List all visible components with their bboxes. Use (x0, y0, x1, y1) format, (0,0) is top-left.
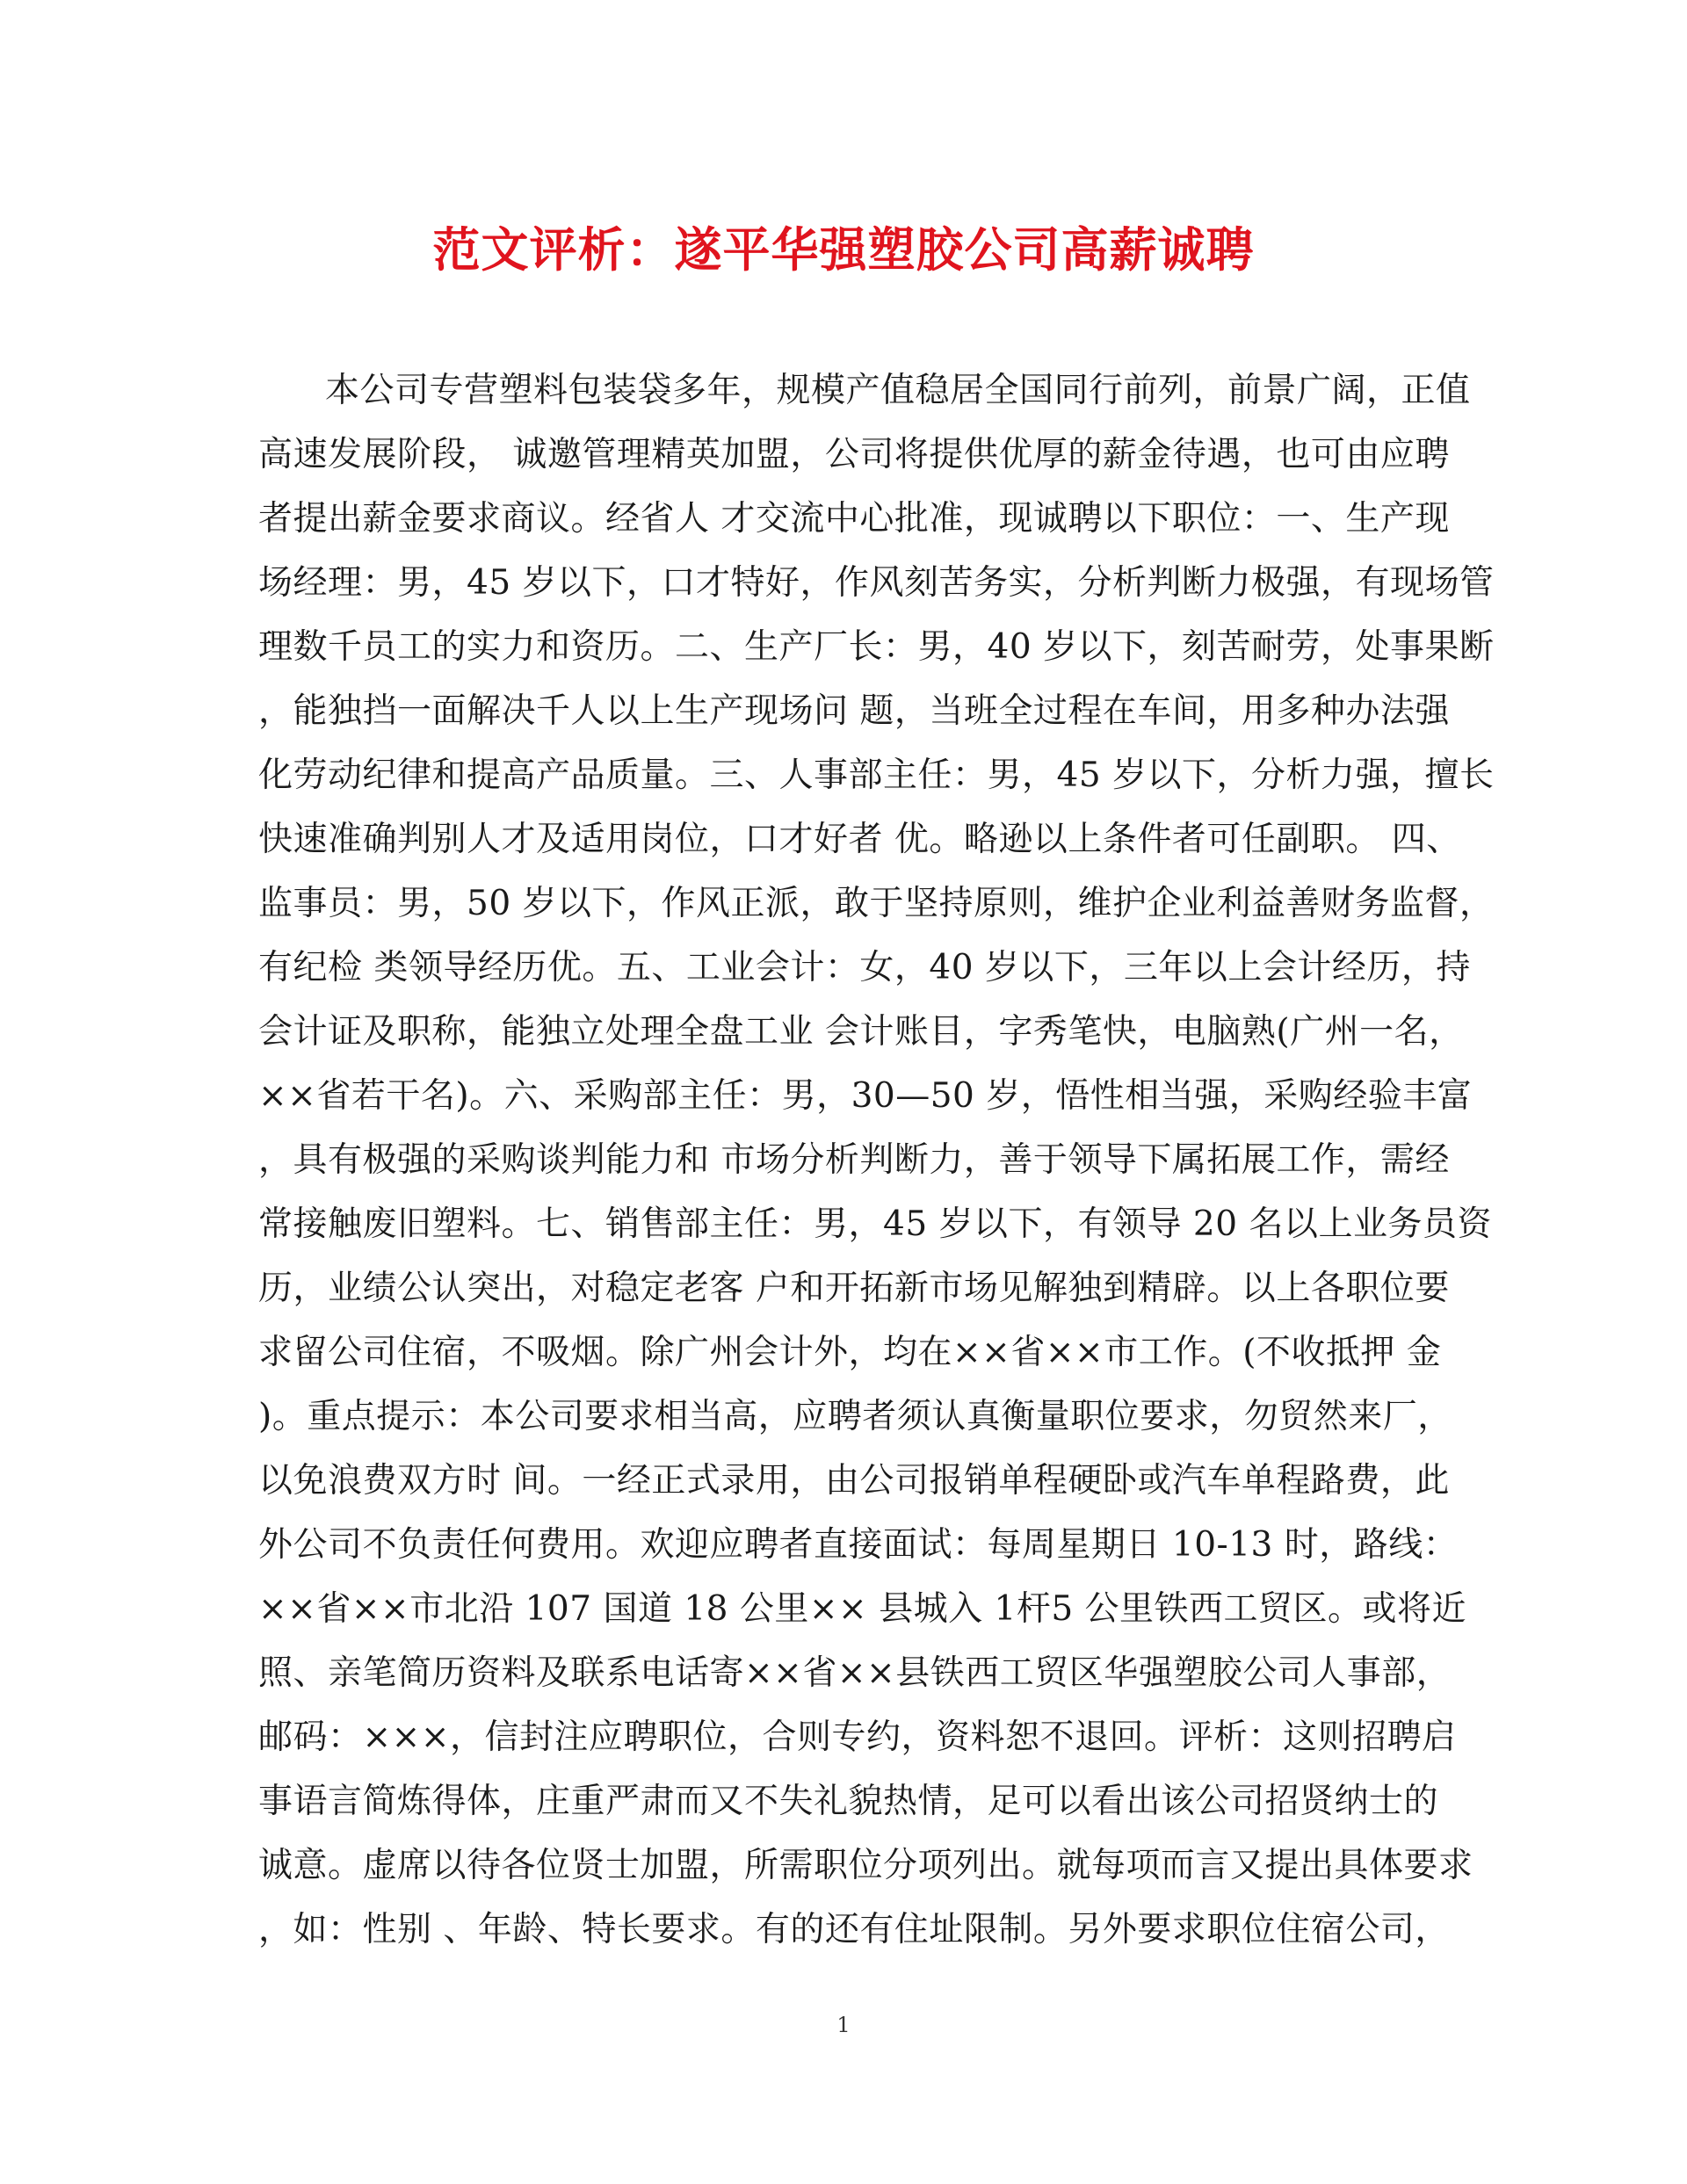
body-line: 快速准确判别人才及适用岗位，口才好者 优。略逊以上条件者可任副职。 四、 (258, 820, 1461, 859)
body-line: 事语言简炼得体，庄重严肃而又不失礼貌热情，足可以看出该公司招贤纳士的 (258, 1782, 1439, 1821)
body-line: )。重点提示：本公司要求相当高，应聘者须认真衡量职位要求，勿贸然来厂， (258, 1397, 1452, 1436)
body-line: 监事员：男，50 岁以下，作风正派，敢于坚持原则，维护企业利益善财务监督， (258, 884, 1495, 923)
page-number: 1 (836, 2013, 851, 2037)
body-line: 常接触废旧塑料。七、销售部主任：男，45 岁以下，有领导 20 名以上业务员资 (258, 1204, 1492, 1244)
body-line: 者提出薪金要求商议。经省人 才交流中心批准，现诚聘以下职位：一、生产现 (258, 499, 1450, 539)
body-line: 求留公司住宿，不吸烟。除广州会计外，均在××省××市工作。(不收抵押 金 (258, 1333, 1442, 1372)
body-line: ，如：性别 、年龄、特长要求。有的还有住址限制。另外要求职位住宿公司， (258, 1910, 1450, 1949)
body-line: 外公司不负责任何费用。欢迎应聘者直接面试：每周星期日 10-13 时，路线： (258, 1525, 1459, 1565)
body-line: ××省××市北沿 107 国道 18 公里×× 县城入 1杆5 公里铁西工贸区。或将近 (258, 1589, 1467, 1629)
body-line: 以免浪费双方时 间。一经正式录用，由公司报销单程硬卧或汽车单程路费，此 (258, 1461, 1450, 1501)
body-line: 会计证及职称，能独立处理全盘工业 会计账目，字秀笔快，电脑熟(广州一名， (258, 1012, 1464, 1052)
body-line: 照、亲笔简历资料及联系电话寄××省××县铁西工贸区华强塑胶公司人事部， (258, 1653, 1452, 1693)
body-line: 化劳动纪律和提高产品质量。三、人事部主任：男，45 岁以下，分析力强，擅长 (258, 756, 1495, 795)
document-title: 范文评析：遂平华强塑胶公司高薪诚聘 (432, 221, 1255, 278)
body-line: 诚意。虚席以待各位贤士加盟，所需职位分项列出。就每项而言又提出具体要求 (258, 1846, 1473, 1885)
body-line: 理数千员工的实力和资历。二、生产厂长：男，40 岁以下，刻苦耐劳，处事果断 (258, 627, 1495, 667)
body-line: 历，业绩公认突出，对稳定老客 户和开拓新市场见解独到精辟。以上各职位要 (258, 1269, 1450, 1308)
body-line: ××省若干名)。六、采购部主任：男，30—50 岁，悟性相当强，采购经验丰富 (258, 1076, 1473, 1116)
body-line: ，具有极强的采购谈判能力和 市场分析判断力，善于领导下属拓展工作，需经 (258, 1140, 1450, 1180)
document-body (258, 358, 1495, 1962)
body-line: 本公司专营塑料包装袋多年，规模产值稳居全国同行前列，前景广阔，正值 (325, 371, 1471, 410)
body-line: 有纪检 类领导经历优。五、工业会计：女，40 岁以下，三年以上会计经历，持 (258, 948, 1471, 987)
body-line: 高速发展阶段， 诚邀管理精英加盟，公司将提供优厚的薪金待遇，也可由应聘 (258, 435, 1450, 474)
body-line: 场经理：男，45 岁以下，口才特好，作风刻苦务实，分析判断力极强，有现场管 (258, 563, 1495, 603)
body-line: ，能独挡一面解决千人以上生产现场问 题，当班全过程在车间，用多种办法强 (258, 691, 1450, 731)
body-line: 邮码：×××，信封注应聘职位，合则专约，资料恕不退回。评析：这则招聘启 (258, 1718, 1457, 1757)
